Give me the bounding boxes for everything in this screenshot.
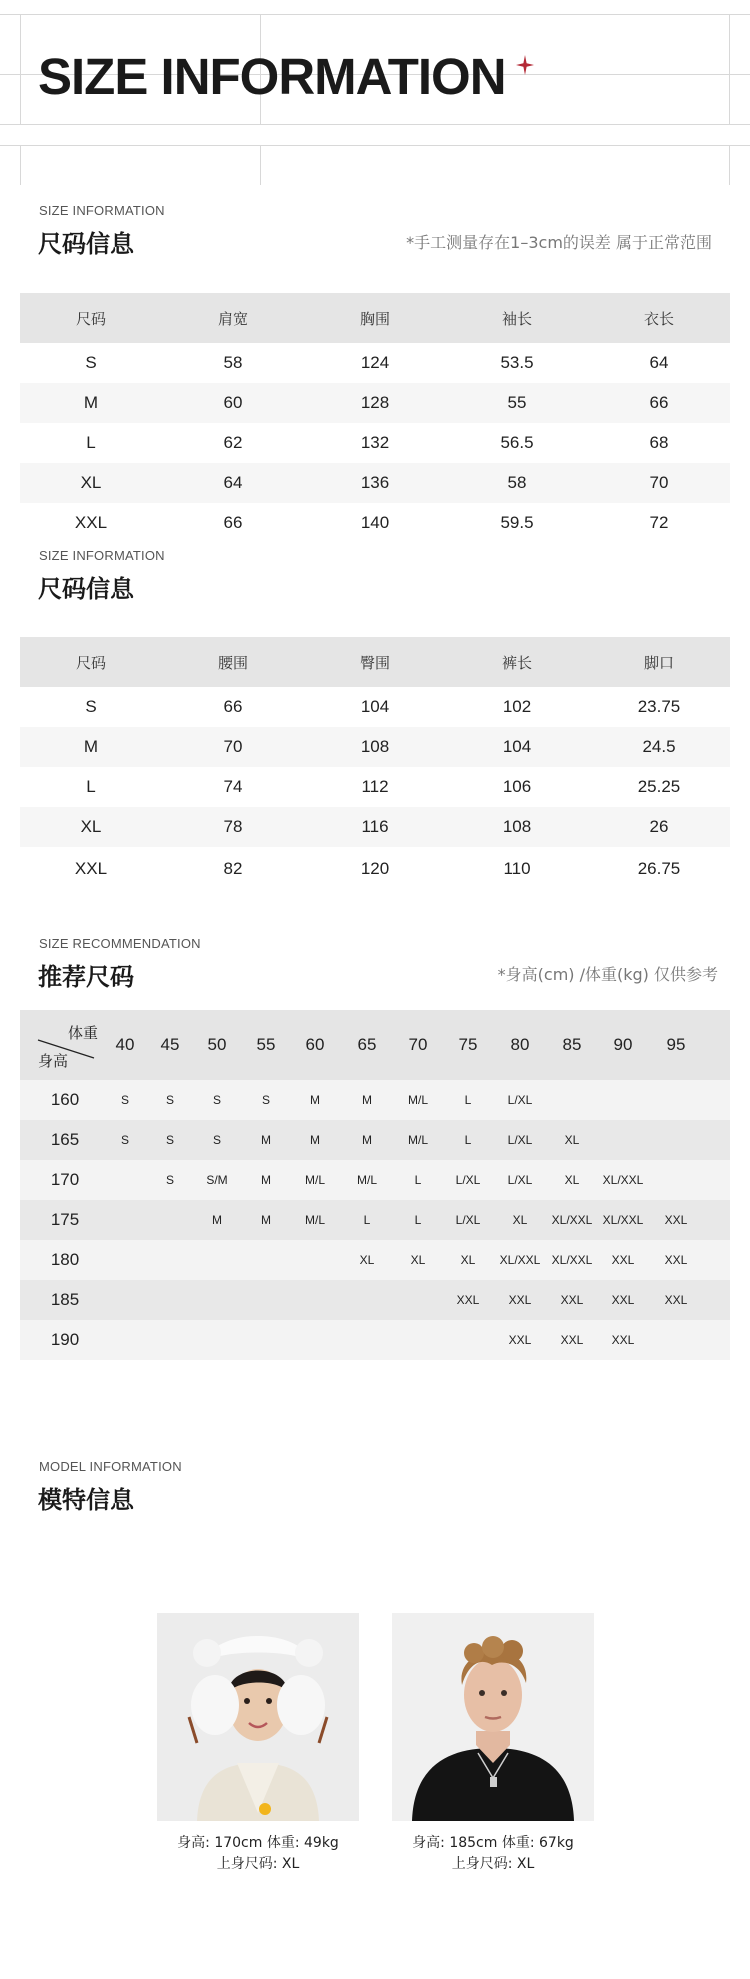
measurement-cell: 66 — [649, 393, 669, 412]
model-portrait-image — [392, 1613, 594, 1821]
recommended-size: M — [261, 1213, 271, 1227]
measurement-cell: 108 — [360, 737, 390, 756]
measurement-cell: 53.5 — [500, 353, 534, 372]
measurement-cell: 124 — [360, 353, 390, 372]
recommended-size: XXL — [456, 1293, 480, 1307]
measurement-cell: 140 — [360, 513, 390, 532]
grid-line — [20, 14, 21, 124]
recommendation-note: *身高(cm) /体重(kg) 仅供参考 — [497, 965, 718, 984]
table-row — [20, 503, 730, 543]
recommended-size: L — [363, 1213, 371, 1227]
recommended-size: XXL — [664, 1213, 688, 1227]
recommended-size: XXL — [611, 1293, 635, 1307]
measurement-cell: 82 — [223, 859, 243, 878]
recommended-size: L/XL — [507, 1133, 533, 1147]
height-label: 185 — [50, 1290, 80, 1309]
column-header: 臀围 — [359, 653, 390, 672]
measurement-cell: 128 — [360, 393, 390, 412]
height-label: 175 — [50, 1210, 80, 1229]
recommended-size: M/L — [356, 1173, 378, 1187]
measurement-cell: 66 — [223, 697, 243, 716]
size-label-cell: M — [83, 393, 99, 412]
model-portrait-image — [157, 1613, 359, 1821]
weight-header: 70 — [408, 1035, 428, 1054]
recommended-size: XXL — [508, 1293, 532, 1307]
weight-axis-label: 体重 — [68, 1024, 99, 1042]
recommended-size: S — [120, 1133, 130, 1147]
column-header: 裤长 — [501, 653, 532, 672]
recommended-size: L — [464, 1093, 472, 1107]
recommended-size: XXL — [611, 1253, 635, 1267]
size-label-cell: M — [83, 737, 99, 756]
recommended-size: M/L — [304, 1173, 326, 1187]
weight-header: 40 — [115, 1035, 135, 1054]
height-row — [20, 1080, 730, 1120]
measurement-cell: 102 — [502, 697, 532, 716]
measurement-cell: 26 — [649, 817, 669, 836]
page-header — [0, 0, 750, 200]
measurement-cell: 64 — [223, 473, 243, 492]
table-row — [20, 687, 730, 727]
recommended-size: L/XL — [507, 1173, 533, 1187]
recommended-size: M — [212, 1213, 222, 1227]
table-row — [20, 807, 730, 847]
weight-header: 55 — [256, 1035, 276, 1054]
measurement-cell: 25.25 — [637, 777, 681, 796]
model-photo-female — [157, 1613, 359, 1821]
recommended-size: XXL — [664, 1253, 688, 1267]
recommended-size: M/L — [407, 1093, 429, 1107]
measurement-cell: 70 — [223, 737, 243, 756]
size-label-cell: XXL — [74, 859, 108, 878]
measurement-cell: 62 — [223, 433, 243, 452]
column-header: 脚口 — [643, 653, 674, 672]
measurement-cell: 112 — [361, 777, 389, 796]
table-row — [20, 847, 730, 891]
recommended-size: XL — [564, 1133, 580, 1147]
recommended-size: L — [464, 1133, 472, 1147]
recommended-size: S — [120, 1093, 130, 1107]
weight-header: 45 — [160, 1035, 180, 1054]
weight-header: 80 — [510, 1035, 530, 1054]
column-header: 胸围 — [359, 309, 390, 328]
weight-header: 75 — [458, 1035, 478, 1054]
measurement-cell: 132 — [360, 433, 390, 452]
recommended-size: S — [165, 1093, 175, 1107]
recommended-size: XXL — [611, 1333, 635, 1347]
height-label: 180 — [50, 1250, 80, 1269]
measurement-cell: 70 — [649, 473, 669, 492]
measurement-note: *手工测量存在1–3cm的误差 属于正常范围 — [406, 233, 712, 252]
measurement-cell: 74 — [223, 777, 243, 796]
grid-line — [729, 145, 730, 185]
section-label-en: SIZE INFORMATION — [39, 548, 165, 563]
column-header: 尺码 — [75, 309, 106, 328]
section-label-en: SIZE INFORMATION — [39, 203, 165, 218]
height-row — [20, 1200, 730, 1240]
size-label-cell: XXL — [74, 513, 108, 532]
recommended-size: L — [414, 1173, 422, 1187]
measurement-cell: 58 — [507, 473, 527, 492]
recommended-size: XL — [564, 1173, 580, 1187]
model-photo-male — [392, 1613, 594, 1821]
recommended-size: XXL — [560, 1333, 584, 1347]
measurement-cell: 23.75 — [637, 697, 681, 716]
height-label: 165 — [50, 1130, 80, 1149]
section-title: 尺码信息 — [38, 575, 134, 603]
model-size: 上身尺码: XL — [451, 1856, 535, 1872]
model-stats: 身高: 170cm 体重: 49kg — [177, 1835, 339, 1851]
measurement-cell: 58 — [223, 353, 243, 372]
recommended-size: XL/XXL — [602, 1213, 644, 1227]
recommended-size: M — [310, 1093, 320, 1107]
section-title: 模特信息 — [38, 1486, 134, 1514]
table-row — [20, 767, 730, 807]
recommended-size: M/L — [407, 1133, 429, 1147]
measurement-cell: 104 — [360, 697, 390, 716]
measurement-cell: 68 — [649, 433, 669, 452]
section-label-en: MODEL INFORMATION — [39, 1459, 182, 1474]
measurement-cell: 116 — [361, 817, 389, 836]
measurement-cell: 60 — [223, 393, 243, 412]
measurement-cell: 106 — [502, 777, 532, 796]
grid-line — [0, 124, 750, 125]
table-row — [20, 383, 730, 423]
sparkle-star-icon — [516, 55, 534, 75]
model-card-male — [392, 1613, 594, 1875]
recommended-size: XXL — [664, 1293, 688, 1307]
column-header: 衣长 — [643, 309, 674, 328]
corner-header — [20, 1010, 110, 1080]
column-header: 袖长 — [501, 309, 532, 328]
recommended-size: S/M — [206, 1173, 228, 1187]
grid-line — [20, 145, 21, 185]
measurement-cell: 72 — [649, 513, 669, 532]
weight-header: 85 — [562, 1035, 582, 1054]
height-row — [20, 1280, 730, 1320]
height-row — [20, 1320, 730, 1360]
size-label-cell: S — [85, 697, 97, 716]
size-table-bottom — [20, 637, 730, 891]
table-row — [20, 343, 730, 383]
recommended-size: XXL — [508, 1333, 532, 1347]
recommended-size: M — [362, 1133, 372, 1147]
measurement-cell: 59.5 — [500, 513, 534, 532]
weight-header-row — [20, 1010, 730, 1080]
recommended-size: M — [261, 1173, 271, 1187]
recommended-size: XL/XXL — [602, 1173, 644, 1187]
recommended-size: XL/XXL — [551, 1213, 593, 1227]
recommended-size: XL — [512, 1213, 528, 1227]
model-size: 上身尺码: XL — [216, 1856, 300, 1872]
weight-header: 60 — [305, 1035, 325, 1054]
measurement-cell: 120 — [360, 859, 390, 878]
grid-line — [0, 14, 750, 15]
section-label-en: SIZE RECOMMENDATION — [39, 936, 201, 951]
measurement-cell: 136 — [360, 473, 390, 492]
weight-header: 90 — [613, 1035, 633, 1054]
table-header-row — [20, 637, 730, 687]
height-row — [20, 1160, 730, 1200]
recommended-size: M/L — [304, 1213, 326, 1227]
recommended-size: XL — [410, 1253, 426, 1267]
table-row — [20, 463, 730, 503]
column-header: 肩宽 — [217, 309, 248, 328]
recommended-size: M — [261, 1133, 271, 1147]
measurement-cell: 108 — [502, 817, 532, 836]
column-header: 腰围 — [217, 653, 248, 672]
recommended-size: M — [362, 1093, 372, 1107]
measurement-cell: 78 — [223, 817, 243, 836]
size-label-cell: L — [86, 777, 96, 796]
grid-line — [0, 145, 750, 146]
column-header: 尺码 — [75, 653, 106, 672]
page-title: SIZE INFORMATION — [38, 48, 506, 105]
measurement-cell: 64 — [649, 353, 669, 372]
recommended-size: L — [414, 1213, 422, 1227]
recommended-size: S — [165, 1173, 175, 1187]
recommended-size: M — [310, 1133, 320, 1147]
size-label-cell: L — [86, 433, 96, 452]
table-header-row — [20, 293, 730, 343]
grid-line — [729, 14, 730, 124]
model-card-female — [157, 1613, 359, 1875]
section-title: 推荐尺码 — [38, 963, 134, 991]
recommended-size: XL — [460, 1253, 476, 1267]
recommended-size: XXL — [560, 1293, 584, 1307]
measurement-cell: 24.5 — [642, 737, 676, 756]
model-stats: 身高: 185cm 体重: 67kg — [412, 1835, 574, 1851]
height-axis-label: 身高 — [38, 1052, 69, 1070]
weight-header: 65 — [357, 1035, 377, 1054]
recommended-size: S — [212, 1093, 222, 1107]
size-recommendation-table — [20, 1010, 730, 1360]
height-row — [20, 1240, 730, 1280]
section-title: 尺码信息 — [38, 230, 134, 258]
measurement-cell: 110 — [503, 859, 531, 878]
weight-header: 50 — [207, 1035, 227, 1054]
recommended-size: L/XL — [507, 1093, 533, 1107]
grid-line — [260, 145, 261, 185]
weight-header: 95 — [666, 1035, 686, 1054]
recommended-size: L/XL — [455, 1173, 481, 1187]
recommended-size: XL — [359, 1253, 375, 1267]
measurement-cell: 104 — [502, 737, 532, 756]
height-row — [20, 1120, 730, 1160]
measurement-cell: 55 — [507, 393, 527, 412]
size-label-cell: S — [85, 353, 97, 372]
table-row — [20, 727, 730, 767]
height-label: 190 — [50, 1330, 80, 1349]
recommended-size: S — [261, 1093, 271, 1107]
recommended-size: S — [212, 1133, 222, 1147]
measurement-cell: 26.75 — [637, 859, 681, 878]
recommended-size: L/XL — [455, 1213, 481, 1227]
size-label-cell: XL — [80, 473, 102, 492]
size-table-top — [20, 293, 730, 543]
height-label: 170 — [50, 1170, 80, 1189]
height-label: 160 — [50, 1090, 80, 1109]
measurement-cell: 66 — [223, 513, 243, 532]
recommended-size: S — [165, 1133, 175, 1147]
size-label-cell: XL — [80, 817, 102, 836]
table-row — [20, 423, 730, 463]
recommended-size: XL/XXL — [551, 1253, 593, 1267]
recommended-size: XL/XXL — [499, 1253, 541, 1267]
measurement-cell: 56.5 — [500, 433, 534, 452]
